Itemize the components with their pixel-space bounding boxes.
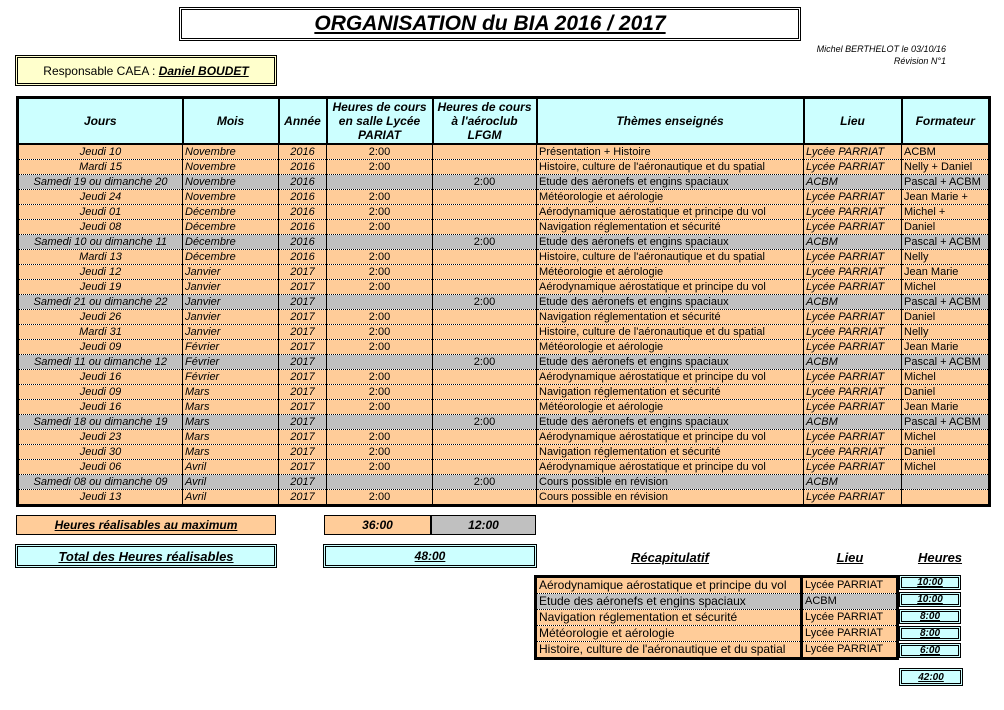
lieu-cell: Lycée PARRIAT: [804, 250, 902, 265]
month-cell: Mars: [183, 400, 279, 415]
recap-hours-cell: 8:00: [899, 626, 961, 641]
day-cell: Samedi 19 ou dimanche 20: [18, 175, 183, 190]
recap-hours-cell: 10:00: [899, 575, 961, 590]
aeroclub-hours-cell: [433, 220, 537, 235]
lycee-hours-cell: 2:00: [327, 400, 433, 415]
schedule-row: [18, 205, 990, 220]
day-cell: Jeudi 30: [18, 445, 183, 460]
theme-cell: Aérodynamique aérostatique et principe du vol: [537, 460, 804, 475]
year-cell: 2017: [279, 445, 327, 460]
schedule-row: [18, 460, 990, 475]
aeroclub-hours-cell: [433, 385, 537, 400]
aeroclub-hours-cell: [433, 325, 537, 340]
theme-cell: Histoire, culture de l'aéronautique et du spatial: [537, 325, 804, 340]
day-cell: Jeudi 10: [18, 144, 183, 160]
lycee-hours-cell: 2:00: [327, 385, 433, 400]
year-cell: 2017: [279, 310, 327, 325]
month-cell: Janvier: [183, 325, 279, 340]
formateur-cell: Michel: [902, 370, 990, 385]
year-cell: 2016: [279, 235, 327, 250]
day-cell: Samedi 21 ou dimanche 22: [18, 295, 183, 310]
aeroclub-hours-cell: [433, 280, 537, 295]
year-cell: 2017: [279, 370, 327, 385]
page-title-box: [179, 7, 801, 41]
day-cell: Jeudi 19: [18, 280, 183, 295]
schedule-row: [18, 490, 990, 506]
day-cell: Samedi 18 ou dimanche 19: [18, 415, 183, 430]
theme-cell: Etude des aéronefs et engins spaciaux: [537, 295, 804, 310]
lycee-hours-cell: [327, 235, 433, 250]
theme-cell: Aérodynamique aérostatique et principe du vol: [537, 280, 804, 295]
formateur-cell: Michel: [902, 430, 990, 445]
lieu-cell: Lycée PARRIAT: [804, 220, 902, 235]
month-cell: Mars: [183, 415, 279, 430]
lycee-hours-cell: [327, 175, 433, 190]
lieu-cell: Lycée PARRIAT: [804, 385, 902, 400]
formateur-cell: Michel: [902, 460, 990, 475]
recap-table: [534, 575, 899, 660]
year-cell: 2016: [279, 205, 327, 220]
lieu-cell: Lycée PARRIAT: [804, 144, 902, 160]
schedule-row: [18, 385, 990, 400]
recap-lieu-cell: Lycée PARRIAT: [802, 577, 898, 594]
formateur-cell: Nelly + Daniel: [902, 160, 990, 175]
recap-heures-header: Heures: [917, 550, 963, 565]
day-cell: Jeudi 23: [18, 430, 183, 445]
schedule-row: [18, 160, 990, 175]
lieu-cell: Lycée PARRIAT: [804, 160, 902, 175]
aeroclub-hours-cell: [433, 445, 537, 460]
total-hours-label: Total des Heures réalisables: [15, 544, 277, 568]
schedule-row: [18, 310, 990, 325]
lieu-cell: ACBM: [804, 175, 902, 190]
formateur-cell: ACBM: [902, 144, 990, 160]
lieu-cell: Lycée PARRIAT: [804, 280, 902, 295]
day-cell: Jeudi 09: [18, 385, 183, 400]
recap-theme-cell: Histoire, culture de l'aéronautique et du spatial: [536, 642, 802, 659]
lieu-cell: Lycée PARRIAT: [804, 460, 902, 475]
formateur-cell: Daniel: [902, 445, 990, 460]
lycee-hours-cell: 2:00: [327, 205, 433, 220]
month-cell: Janvier: [183, 280, 279, 295]
recap-row: [536, 626, 898, 642]
max-hours-lycee: 36:00: [324, 515, 431, 535]
formateur-cell: Daniel: [902, 385, 990, 400]
recap-theme-cell: Météorologie et aérologie: [536, 626, 802, 642]
recap-theme-cell: Navigation réglementation et sécurité: [536, 610, 802, 626]
responsable-label: Responsable CAEA :: [43, 63, 159, 78]
schedule-row: [18, 265, 990, 280]
aeroclub-hours-cell: [433, 160, 537, 175]
aeroclub-hours-cell: [433, 205, 537, 220]
recap-row: [536, 642, 898, 659]
lieu-cell: ACBM: [804, 235, 902, 250]
day-cell: Samedi 08 ou dimanche 09: [18, 475, 183, 490]
month-cell: Mars: [183, 445, 279, 460]
month-cell: Janvier: [183, 295, 279, 310]
schedule-row: [18, 325, 990, 340]
lieu-cell: Lycée PARRIAT: [804, 310, 902, 325]
year-cell: 2017: [279, 355, 327, 370]
year-cell: 2016: [279, 190, 327, 205]
lycee-hours-cell: [327, 355, 433, 370]
header-lieu: Lieu: [804, 98, 902, 145]
year-cell: 2017: [279, 280, 327, 295]
formateur-cell: Pascal + ACBM: [902, 355, 990, 370]
lycee-hours-cell: 2:00: [327, 370, 433, 385]
month-cell: Avril: [183, 490, 279, 506]
theme-cell: Histoire, culture de l'aéronautique et du spatial: [537, 160, 804, 175]
recap-theme-cell: Aérodynamique aérostatique et principe du vol: [536, 577, 802, 594]
recap-hours-cell: 6:00: [899, 643, 961, 658]
max-hours-aeroclub: 12:00: [431, 515, 536, 535]
header-aeroclub-hours: Heures de cours à l'aéroclub LFGM: [433, 98, 537, 145]
lycee-hours-cell: 2:00: [327, 265, 433, 280]
theme-cell: Météorologie et aérologie: [537, 340, 804, 355]
month-cell: Novembre: [183, 190, 279, 205]
schedule-row: [18, 220, 990, 235]
theme-cell: Aérodynamique aérostatique et principe du vol: [537, 205, 804, 220]
aeroclub-hours-cell: [433, 340, 537, 355]
month-cell: Février: [183, 340, 279, 355]
month-cell: Mars: [183, 385, 279, 400]
formateur-cell: Jean Marie: [902, 340, 990, 355]
formateur-cell: [902, 490, 990, 506]
lieu-cell: Lycée PARRIAT: [804, 205, 902, 220]
formateur-cell: Michel +: [902, 205, 990, 220]
header-annee: Année: [279, 98, 327, 145]
lieu-cell: Lycée PARRIAT: [804, 325, 902, 340]
aeroclub-hours-cell: [433, 460, 537, 475]
theme-cell: Météorologie et aérologie: [537, 400, 804, 415]
year-cell: 2017: [279, 415, 327, 430]
theme-cell: Aérodynamique aérostatique et principe du vol: [537, 430, 804, 445]
month-cell: Février: [183, 355, 279, 370]
recap-hours-cell: 8:00: [899, 609, 961, 624]
year-cell: 2016: [279, 160, 327, 175]
theme-cell: Etude des aéronefs et engins spaciaux: [537, 175, 804, 190]
month-cell: Décembre: [183, 205, 279, 220]
lycee-hours-cell: 2:00: [327, 460, 433, 475]
schedule-row: [18, 340, 990, 355]
header-jours: Jours: [18, 98, 183, 145]
lieu-cell: Lycée PARRIAT: [804, 340, 902, 355]
lycee-hours-cell: 2:00: [327, 310, 433, 325]
author-line: Michel BERTHELOT le 03/10/16: [816, 44, 946, 54]
year-cell: 2017: [279, 325, 327, 340]
year-cell: 2016: [279, 144, 327, 160]
formateur-cell: Pascal + ACBM: [902, 415, 990, 430]
day-cell: Jeudi 24: [18, 190, 183, 205]
schedule-row: [18, 355, 990, 370]
lycee-hours-cell: 2:00: [327, 250, 433, 265]
formateur-cell: Jean Marie: [902, 400, 990, 415]
aeroclub-hours-cell: 2:00: [433, 475, 537, 490]
theme-cell: Etude des aéronefs et engins spaciaux: [537, 415, 804, 430]
year-cell: 2017: [279, 400, 327, 415]
month-cell: Décembre: [183, 250, 279, 265]
day-cell: Jeudi 09: [18, 340, 183, 355]
recap-lieu-header: Lieu: [836, 550, 864, 565]
formateur-cell: Pascal + ACBM: [902, 175, 990, 190]
day-cell: Samedi 11 ou dimanche 12: [18, 355, 183, 370]
lieu-cell: ACBM: [804, 355, 902, 370]
lycee-hours-cell: 2:00: [327, 280, 433, 295]
year-cell: 2017: [279, 475, 327, 490]
schedule-header-row: [18, 98, 990, 145]
formateur-cell: Daniel: [902, 310, 990, 325]
lycee-hours-cell: [327, 475, 433, 490]
day-cell: Jeudi 06: [18, 460, 183, 475]
aeroclub-hours-cell: [433, 370, 537, 385]
theme-cell: Etude des aéronefs et engins spaciaux: [537, 235, 804, 250]
day-cell: Mardi 31: [18, 325, 183, 340]
aeroclub-hours-cell: [433, 490, 537, 506]
month-cell: Novembre: [183, 144, 279, 160]
lieu-cell: Lycée PARRIAT: [804, 490, 902, 506]
year-cell: 2017: [279, 385, 327, 400]
theme-cell: Navigation réglementation et sécurité: [537, 385, 804, 400]
schedule-row: [18, 235, 990, 250]
day-cell: Jeudi 01: [18, 205, 183, 220]
responsable-box: [15, 55, 277, 86]
month-cell: Novembre: [183, 175, 279, 190]
schedule-row: [18, 190, 990, 205]
aeroclub-hours-cell: 2:00: [433, 355, 537, 370]
year-cell: 2017: [279, 340, 327, 355]
recap-hours-cell: 10:00: [899, 592, 961, 607]
month-cell: Décembre: [183, 235, 279, 250]
total-hours-value: 48:00: [323, 544, 537, 568]
formateur-cell: [902, 475, 990, 490]
formateur-cell: Nelly: [902, 325, 990, 340]
lieu-cell: ACBM: [804, 415, 902, 430]
theme-cell: Météorologie et aérologie: [537, 265, 804, 280]
aeroclub-hours-cell: 2:00: [433, 295, 537, 310]
month-cell: Novembre: [183, 160, 279, 175]
lycee-hours-cell: 2:00: [327, 490, 433, 506]
header-formateur: Formateur: [902, 98, 990, 145]
recap-title: Récapitulatif: [630, 550, 709, 565]
year-cell: 2017: [279, 490, 327, 506]
lycee-hours-cell: 2:00: [327, 160, 433, 175]
day-cell: Mardi 13: [18, 250, 183, 265]
aeroclub-hours-cell: 2:00: [433, 235, 537, 250]
day-cell: Jeudi 12: [18, 265, 183, 280]
year-cell: 2017: [279, 430, 327, 445]
aeroclub-hours-cell: [433, 190, 537, 205]
theme-cell: Présentation + Histoire: [537, 144, 804, 160]
year-cell: 2017: [279, 265, 327, 280]
month-cell: Janvier: [183, 310, 279, 325]
recap-row: [536, 594, 898, 610]
lycee-hours-cell: [327, 415, 433, 430]
formateur-cell: Pascal + ACBM: [902, 295, 990, 310]
theme-cell: Météorologie et aérologie: [537, 190, 804, 205]
schedule-row: [18, 400, 990, 415]
year-cell: 2017: [279, 295, 327, 310]
formateur-cell: Jean Marie: [902, 265, 990, 280]
year-cell: 2016: [279, 175, 327, 190]
author-info: [700, 43, 946, 67]
day-cell: Jeudi 16: [18, 400, 183, 415]
schedule-row: [18, 445, 990, 460]
theme-cell: Cours possible en révision: [537, 475, 804, 490]
header-themes: Thèmes enseignés: [537, 98, 804, 145]
month-cell: Avril: [183, 475, 279, 490]
aeroclub-hours-cell: [433, 430, 537, 445]
recap-total-hours: 42:00: [899, 668, 963, 686]
year-cell: 2016: [279, 220, 327, 235]
lycee-hours-cell: 2:00: [327, 325, 433, 340]
theme-cell: Cours possible en révision: [537, 490, 804, 506]
lieu-cell: Lycée PARRIAT: [804, 190, 902, 205]
lycee-hours-cell: 2:00: [327, 340, 433, 355]
aeroclub-hours-cell: [433, 310, 537, 325]
lieu-cell: Lycée PARRIAT: [804, 430, 902, 445]
header-lycee-hours: Heures de cours en salle Lycée PARIAT: [327, 98, 433, 145]
month-cell: Mars: [183, 430, 279, 445]
revision-line: Révision N°1: [893, 56, 946, 66]
lycee-hours-cell: 2:00: [327, 445, 433, 460]
recap-row: [536, 610, 898, 626]
schedule-row: [18, 250, 990, 265]
lieu-cell: Lycée PARRIAT: [804, 445, 902, 460]
formateur-cell: Michel: [902, 280, 990, 295]
recap-lieu-cell: Lycée PARRIAT: [802, 610, 898, 626]
year-cell: 2017: [279, 460, 327, 475]
recap-hours-column: [899, 575, 963, 660]
lycee-hours-cell: 2:00: [327, 144, 433, 160]
page-title: ORGANISATION du BIA 2016 / 2017: [314, 12, 666, 35]
schedule-row: [18, 475, 990, 490]
schedule-row: [18, 280, 990, 295]
responsable-name: Daniel BOUDET: [158, 63, 249, 78]
lycee-hours-cell: 2:00: [327, 430, 433, 445]
lieu-cell: Lycée PARRIAT: [804, 370, 902, 385]
theme-cell: Navigation réglementation et sécurité: [537, 445, 804, 460]
schedule-row: [18, 175, 990, 190]
day-cell: Jeudi 08: [18, 220, 183, 235]
formateur-cell: Pascal + ACBM: [902, 235, 990, 250]
day-cell: Mardi 15: [18, 160, 183, 175]
lieu-cell: Lycée PARRIAT: [804, 265, 902, 280]
month-cell: Avril: [183, 460, 279, 475]
lycee-hours-cell: [327, 295, 433, 310]
day-cell: Jeudi 13: [18, 490, 183, 506]
formateur-cell: Daniel: [902, 220, 990, 235]
theme-cell: Navigation réglementation et sécurité: [537, 310, 804, 325]
lieu-cell: Lycée PARRIAT: [804, 400, 902, 415]
month-cell: Janvier: [183, 265, 279, 280]
day-cell: Jeudi 26: [18, 310, 183, 325]
schedule-row: [18, 430, 990, 445]
recap-theme-cell: Etude des aéronefs et engins spaciaux: [536, 594, 802, 610]
schedule-row: [18, 144, 990, 160]
lycee-hours-cell: 2:00: [327, 190, 433, 205]
schedule-row: [18, 295, 990, 310]
day-cell: Samedi 10 ou dimanche 11: [18, 235, 183, 250]
aeroclub-hours-cell: 2:00: [433, 415, 537, 430]
lieu-cell: ACBM: [804, 475, 902, 490]
aeroclub-hours-cell: [433, 265, 537, 280]
formateur-cell: Nelly: [902, 250, 990, 265]
recap-lieu-cell: Lycée PARRIAT: [802, 642, 898, 659]
aeroclub-hours-cell: [433, 400, 537, 415]
theme-cell: Histoire, culture de l'aéronautique et du spatial: [537, 250, 804, 265]
aeroclub-hours-cell: [433, 144, 537, 160]
theme-cell: Etude des aéronefs et engins spaciaux: [537, 355, 804, 370]
lycee-hours-cell: 2:00: [327, 220, 433, 235]
theme-cell: Navigation réglementation et sécurité: [537, 220, 804, 235]
recap-lieu-cell: ACBM: [802, 594, 898, 610]
month-cell: Février: [183, 370, 279, 385]
day-cell: Jeudi 16: [18, 370, 183, 385]
lieu-cell: ACBM: [804, 295, 902, 310]
theme-cell: Aérodynamique aérostatique et principe du vol: [537, 370, 804, 385]
schedule-row: [18, 370, 990, 385]
max-hours-label: Heures réalisables au maximum: [16, 515, 276, 535]
header-mois: Mois: [183, 98, 279, 145]
year-cell: 2016: [279, 250, 327, 265]
aeroclub-hours-cell: [433, 250, 537, 265]
schedule-row: [18, 415, 990, 430]
formateur-cell: Jean Marie +: [902, 190, 990, 205]
aeroclub-hours-cell: 2:00: [433, 175, 537, 190]
schedule-table: [16, 96, 991, 507]
month-cell: Décembre: [183, 220, 279, 235]
recap-row: [536, 577, 898, 594]
recap-lieu-cell: Lycée PARRIAT: [802, 626, 898, 642]
